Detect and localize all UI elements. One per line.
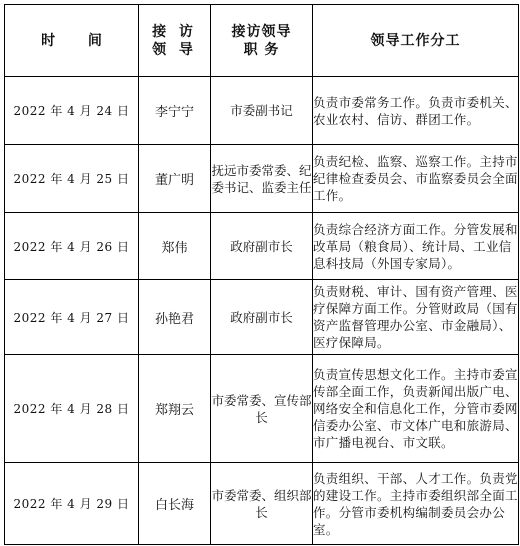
row-date: 2022 年 4 月 25 日 <box>5 145 139 213</box>
row-position: 政府副市长 <box>211 213 313 280</box>
header-position-label: 接访领导 职 务 <box>231 23 292 58</box>
row-name: 郑伟 <box>139 213 211 280</box>
header-receiver-label: 接 访 领 导 <box>152 23 197 58</box>
row-date: 2022 年 4 月 29 日 <box>5 463 139 545</box>
row-duties: 负责组织、干部、人才工作。负责党的建设工作。主持市委组织部全面工作。分管市委机构编制委员会办公室。 <box>313 463 519 545</box>
header-duties <box>313 5 519 77</box>
row-duties: 负责财税、审计、国有资产管理、医疗保障方面工作。分管财政局（国有资产监督管理办公室、市金融局）、医疗保障局。 <box>313 280 519 355</box>
table-row <box>5 463 519 545</box>
header-receiver <box>139 5 211 77</box>
row-date: 2022 年 4 月 27 日 <box>5 280 139 355</box>
row-position: 政府副市长 <box>211 280 313 355</box>
header-row <box>5 5 519 77</box>
row-name: 董广明 <box>139 145 211 213</box>
row-position: 市委常委、宣传部长 <box>211 355 313 463</box>
row-position: 市委常委、组织部长 <box>211 463 313 545</box>
header-position <box>211 5 313 77</box>
row-duties: 负责市委常务工作。负责市委机关、农业农村、信访、群团工作。 <box>313 77 519 145</box>
row-duties: 负责宣传思想文化工作。主持市委宣传部全面工作，负责新闻出版广电、网络安全和信息化工作，分管市委网信委办公室、市文体广电和旅游局、市广播电视台、市文联。 <box>313 355 519 463</box>
table-row <box>5 145 519 213</box>
table-row <box>5 77 519 145</box>
reception-schedule-table <box>4 4 519 545</box>
header-duties-label: 领导工作分工 <box>370 32 461 49</box>
row-name: 郑翔云 <box>139 355 211 463</box>
row-duties: 负责纪检、监察、巡察工作。主持市纪律检查委员会、市监察委员会全面工作。 <box>313 145 519 213</box>
header-time <box>5 5 139 77</box>
row-duties: 负责综合经济方面工作。分管发展和改革局（粮食局）、统计局、工业信息科技局（外国专家局）。 <box>313 213 519 280</box>
table-row <box>5 355 519 463</box>
table-row <box>5 213 519 280</box>
row-date: 2022 年 4 月 28 日 <box>5 355 139 463</box>
row-date: 2022 年 4 月 26 日 <box>5 213 139 280</box>
table-row <box>5 280 519 355</box>
row-name: 李宁宁 <box>139 77 211 145</box>
row-date: 2022 年 4 月 24 日 <box>5 77 139 145</box>
row-name: 白长海 <box>139 463 211 545</box>
row-position: 市委副书记 <box>211 77 313 145</box>
header-time-label: 时 间 <box>41 32 116 49</box>
row-position: 抚远市委常委、纪委书记、监委主任 <box>211 145 313 213</box>
row-name: 孙艳君 <box>139 280 211 355</box>
